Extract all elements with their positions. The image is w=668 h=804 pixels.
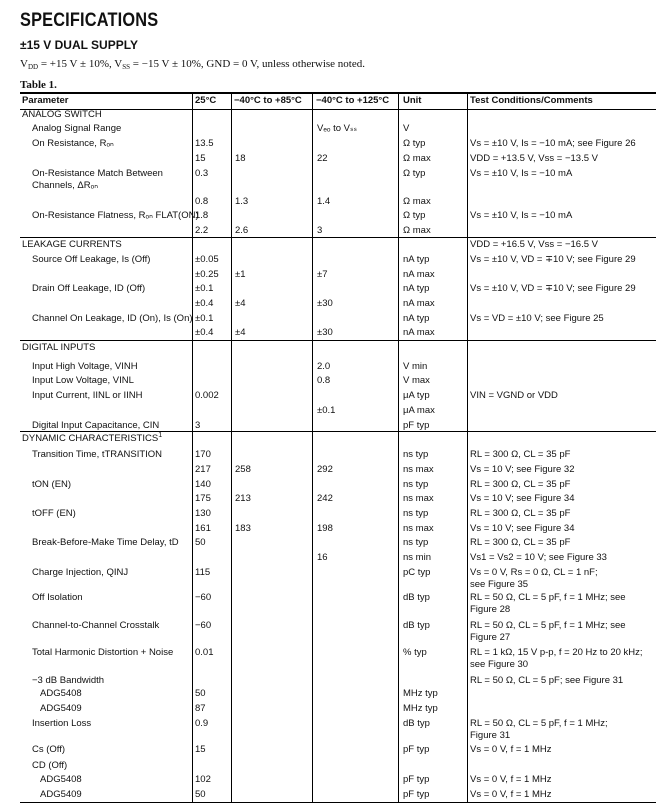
section-divider bbox=[20, 237, 656, 238]
unit-cell: nA typ bbox=[403, 254, 430, 265]
test-conditions-cell: Vs = VD = ±10 V; see Figure 25 bbox=[470, 313, 604, 324]
parameter-cell: ADG5408 bbox=[40, 688, 82, 699]
col-parameter: Parameter bbox=[22, 95, 69, 106]
parameter-cell: Channel On Leakage, ID (On), Is (On) bbox=[32, 313, 193, 324]
value-85c-cell: ±1 bbox=[235, 269, 246, 280]
value-25c-cell: 0.002 bbox=[195, 390, 219, 401]
value-125c-cell: 1.4 bbox=[317, 196, 331, 207]
value-25c-cell: 217 bbox=[195, 464, 211, 475]
parameter-cell: Input Low Voltage, VINL bbox=[32, 375, 134, 386]
value-125c-cell: ±30 bbox=[317, 298, 333, 309]
test-conditions-cell: RL = 300 Ω, CL = 35 pF bbox=[470, 479, 571, 490]
unit-cell: dB typ bbox=[403, 620, 430, 631]
value-25c-cell: 50 bbox=[195, 789, 206, 800]
unit-cell: pF typ bbox=[403, 789, 430, 800]
unit-cell: ns typ bbox=[403, 449, 429, 460]
value-25c-cell: 1.8 bbox=[195, 210, 209, 221]
value-25c-cell: 0.01 bbox=[195, 647, 214, 658]
value-85c-cell: 258 bbox=[235, 464, 251, 475]
unit-cell: ns max bbox=[403, 493, 434, 504]
value-85c-cell: 18 bbox=[235, 153, 246, 164]
page-title: SPECIFICATIONS bbox=[20, 10, 159, 31]
unit-cell: Ω max bbox=[403, 225, 431, 236]
unit-cell: Ω max bbox=[403, 196, 431, 207]
parameter-cell: Cs (Off) bbox=[32, 744, 66, 755]
value-85c-cell: 2.6 bbox=[235, 225, 249, 236]
value-25c-cell: 175 bbox=[195, 493, 211, 504]
test-conditions-cell: RL = 300 Ω, CL = 35 pF bbox=[470, 449, 571, 460]
value-85c-cell: ±4 bbox=[235, 298, 246, 309]
value-25c-cell: 0.8 bbox=[195, 196, 209, 207]
unit-cell: nA typ bbox=[403, 313, 430, 324]
test-conditions-cell: RL = 1 kΩ, 15 V p-p, f = 20 Hz to 20 kHz; bbox=[470, 647, 643, 658]
test-conditions-cell: Vs = 10 V; see Figure 32 bbox=[470, 464, 575, 475]
section-subtitle: ±15 V DUAL SUPPLY bbox=[20, 38, 138, 52]
value-125c-cell: 2.0 bbox=[317, 361, 331, 372]
value-25c-cell: 13.5 bbox=[195, 138, 214, 149]
value-25c-cell: ±0.1 bbox=[195, 313, 214, 324]
value-25c-cell: ±0.25 bbox=[195, 269, 219, 280]
test-conditions-cell: Vs = ±10 V, VD = ∓10 V; see Figure 29 bbox=[470, 283, 636, 294]
parameter-cell: Drain Off Leakage, ID (Off) bbox=[32, 283, 146, 294]
test-conditions-cell: RL = 50 Ω, CL = 5 pF, f = 1 MHz; see bbox=[470, 620, 626, 631]
value-125c-cell: ±7 bbox=[317, 269, 328, 280]
value-25c-cell: 102 bbox=[195, 774, 211, 785]
unit-cell: V min bbox=[403, 361, 428, 372]
value-25c-cell: 0.3 bbox=[195, 168, 209, 179]
unit-cell: pC typ bbox=[403, 567, 431, 578]
col-85c: −40°C to +85°C bbox=[234, 95, 302, 106]
unit-cell: Ω max bbox=[403, 153, 431, 164]
value-85c-cell: 183 bbox=[235, 523, 251, 534]
parameter-cell: On Resistance, Rₒₙ bbox=[32, 138, 114, 149]
test-conditions-cell: VDD = +16.5 V, Vss = −16.5 V bbox=[470, 239, 598, 250]
value-25c-cell: 50 bbox=[195, 688, 206, 699]
section-label: DIGITAL INPUTS bbox=[22, 342, 96, 353]
parameter-cell: Channel-to-Channel Crosstalk bbox=[32, 620, 160, 631]
unit-cell: ns max bbox=[403, 523, 434, 534]
test-conditions-cell: Vs = 0 V, f = 1 MHz bbox=[470, 744, 552, 755]
test-conditions-cell: Figure 27 bbox=[470, 632, 511, 643]
value-25c-cell: 15 bbox=[195, 744, 206, 755]
unit-cell: ns min bbox=[403, 552, 431, 563]
value-25c-cell: ±0.05 bbox=[195, 254, 219, 265]
value-125c-cell: 16 bbox=[317, 552, 328, 563]
test-conditions-cell: Vs = ±10 V, Is = −10 mA; see Figure 26 bbox=[470, 138, 636, 149]
value-25c-cell: 2.2 bbox=[195, 225, 209, 236]
parameter-cell: On-Resistance Flatness, Rₒₙ FLAT(ON) bbox=[32, 210, 199, 221]
unit-cell: nA max bbox=[403, 327, 435, 338]
value-25c-cell: 3 bbox=[195, 420, 201, 431]
value-25c-cell: 87 bbox=[195, 703, 206, 714]
value-85c-cell: 1.3 bbox=[235, 196, 249, 207]
unit-cell: Ω typ bbox=[403, 210, 426, 221]
test-conditions-cell: Vs = 10 V; see Figure 34 bbox=[470, 493, 575, 504]
col-unit: Unit bbox=[403, 95, 422, 106]
test-conditions-cell: Vs1 = Vs2 = 10 V; see Figure 33 bbox=[470, 552, 607, 563]
section-divider bbox=[20, 340, 656, 341]
parameter-cell: Input Current, IINL or IINH bbox=[32, 390, 143, 401]
value-85c-cell: 213 bbox=[235, 493, 251, 504]
value-25c-cell: ±0.1 bbox=[195, 283, 214, 294]
col-divider bbox=[192, 92, 193, 802]
test-conditions-cell: Vs = 0 V, f = 1 MHz bbox=[470, 774, 552, 785]
value-125c-cell: 292 bbox=[317, 464, 333, 475]
test-conditions-cell: Vs = ±10 V, VD = ∓10 V; see Figure 29 bbox=[470, 254, 636, 265]
col-test: Test Conditions/Comments bbox=[470, 95, 593, 106]
unit-cell: % typ bbox=[403, 647, 427, 658]
value-25c-cell: 170 bbox=[195, 449, 211, 460]
unit-cell: dB typ bbox=[403, 592, 430, 603]
unit-cell: V max bbox=[403, 375, 430, 386]
table-header bbox=[20, 92, 656, 110]
unit-cell: ns typ bbox=[403, 479, 429, 490]
test-conditions-cell: Vs = ±10 V, Is = −10 mA bbox=[470, 168, 573, 179]
parameter-cell: ADG5409 bbox=[40, 789, 82, 800]
parameter-cell: tOFF (EN) bbox=[32, 508, 76, 519]
test-conditions-cell: Vs = 0 V, f = 1 MHz bbox=[470, 789, 552, 800]
value-85c-cell: ±4 bbox=[235, 327, 246, 338]
test-conditions-cell: see Figure 35 bbox=[470, 579, 529, 590]
test-conditions-cell: Figure 31 bbox=[470, 730, 511, 741]
unit-cell: Ω typ bbox=[403, 138, 426, 149]
unit-cell: pF typ bbox=[403, 744, 430, 755]
unit-cell: V bbox=[403, 123, 410, 134]
section-label: ANALOG SWITCH bbox=[22, 109, 102, 120]
parameter-cell: Digital Input Capacitance, CIN bbox=[32, 420, 160, 431]
unit-cell: pF typ bbox=[403, 774, 430, 785]
test-conditions-cell: see Figure 30 bbox=[470, 659, 529, 670]
unit-cell: MHz typ bbox=[403, 703, 438, 714]
test-conditions-cell: RL = 50 Ω, CL = 5 pF, f = 1 MHz; bbox=[470, 718, 608, 729]
parameter-cell: Off Isolation bbox=[32, 592, 83, 603]
test-conditions-cell: Figure 28 bbox=[470, 604, 511, 615]
value-25c-cell: 115 bbox=[195, 567, 211, 578]
unit-cell: ns typ bbox=[403, 508, 429, 519]
parameter-cell: Total Harmonic Distortion + Noise bbox=[32, 647, 174, 658]
test-conditions-cell: VDD = +13.5 V, Vss = −13.5 V bbox=[470, 153, 598, 164]
unit-cell: pF typ bbox=[403, 420, 430, 431]
unit-cell: ns max bbox=[403, 464, 434, 475]
value-25c-cell: 140 bbox=[195, 479, 211, 490]
value-25c-cell: 130 bbox=[195, 508, 211, 519]
test-conditions-cell: Vs = 10 V; see Figure 34 bbox=[470, 523, 575, 534]
value-25c-cell: 15 bbox=[195, 153, 206, 164]
parameter-cell: Charge Injection, QINJ bbox=[32, 567, 129, 578]
parameter-cell: Transition Time, tTRANSITION bbox=[32, 449, 163, 460]
parameter-cell: CD (Off) bbox=[32, 760, 68, 771]
parameter-cell: Input High Voltage, VINH bbox=[32, 361, 138, 372]
unit-cell: μA max bbox=[403, 405, 435, 416]
test-conditions-cell: VIN = VGND or VDD bbox=[470, 390, 558, 401]
value-25c-cell: 0.9 bbox=[195, 718, 209, 729]
parameter-cell: ADG5409 bbox=[40, 703, 82, 714]
value-25c-cell: ±0.4 bbox=[195, 298, 214, 309]
supply-note: $V_{DD} = +15$ V ± 10%, $V_{SS} = -15$ V ± 10%, GND = 0 V, unless otherwise noted. bbox=[20, 58, 366, 71]
value-125c-cell: 198 bbox=[317, 523, 333, 534]
parameter-cell: Channels, ΔRₒₙ bbox=[32, 180, 98, 191]
parameter-cell: ADG5408 bbox=[40, 774, 82, 785]
value-125c-cell: 3 bbox=[317, 225, 323, 236]
unit-cell: nA max bbox=[403, 298, 435, 309]
table-label: Table 1. bbox=[20, 79, 57, 91]
parameter-cell: Source Off Leakage, Is (Off) bbox=[32, 254, 151, 265]
unit-cell: MHz typ bbox=[403, 688, 438, 699]
value-125c-cell: Vₑₒ to Vₛₛ bbox=[317, 123, 358, 134]
col-divider bbox=[467, 92, 468, 802]
test-conditions-cell: RL = 300 Ω, CL = 35 pF bbox=[470, 537, 571, 548]
value-25c-cell: ±0.4 bbox=[195, 327, 214, 338]
parameter-cell: −3 dB Bandwidth bbox=[32, 675, 105, 686]
parameter-cell: Break-Before-Make Time Delay, tD bbox=[32, 537, 179, 548]
value-125c-cell: 22 bbox=[317, 153, 328, 164]
unit-cell: nA typ bbox=[403, 283, 430, 294]
value-125c-cell: ±30 bbox=[317, 327, 333, 338]
value-125c-cell: ±0.1 bbox=[317, 405, 336, 416]
unit-cell: nA max bbox=[403, 269, 435, 280]
col-125c: −40°C to +125°C bbox=[316, 95, 390, 106]
col-divider bbox=[398, 92, 399, 802]
test-conditions-cell: RL = 300 Ω, CL = 35 pF bbox=[470, 508, 571, 519]
col-divider bbox=[312, 92, 313, 802]
value-25c-cell: −60 bbox=[195, 592, 212, 603]
parameter-cell: tON (EN) bbox=[32, 479, 72, 490]
test-conditions-cell: RL = 50 Ω, CL = 5 pF; see Figure 31 bbox=[470, 675, 624, 686]
col-25c: 25°C bbox=[195, 95, 217, 106]
unit-cell: dB typ bbox=[403, 718, 430, 729]
value-25c-cell: −60 bbox=[195, 620, 212, 631]
parameter-cell: Analog Signal Range bbox=[32, 123, 122, 134]
value-125c-cell: 0.8 bbox=[317, 375, 331, 386]
test-conditions-cell: Vs = ±10 V, Is = −10 mA bbox=[470, 210, 573, 221]
value-25c-cell: 50 bbox=[195, 537, 206, 548]
value-25c-cell: 161 bbox=[195, 523, 211, 534]
value-125c-cell: 242 bbox=[317, 493, 333, 504]
unit-cell: μA typ bbox=[403, 390, 430, 401]
test-conditions-cell: Vs = 0 V, Rs = 0 Ω, CL = 1 nF; bbox=[470, 567, 598, 578]
parameter-cell: Insertion Loss bbox=[32, 718, 92, 729]
parameter-cell: On-Resistance Match Between bbox=[32, 168, 163, 179]
table-bottom-border bbox=[20, 802, 656, 803]
unit-cell: ns typ bbox=[403, 537, 429, 548]
col-divider bbox=[231, 92, 232, 802]
test-conditions-cell: RL = 50 Ω, CL = 5 pF, f = 1 MHz; see bbox=[470, 592, 626, 603]
section-label: DYNAMIC CHARACTERISTICS$^1$ bbox=[22, 432, 163, 444]
unit-cell: Ω typ bbox=[403, 168, 426, 179]
section-label: LEAKAGE CURRENTS bbox=[22, 239, 122, 250]
